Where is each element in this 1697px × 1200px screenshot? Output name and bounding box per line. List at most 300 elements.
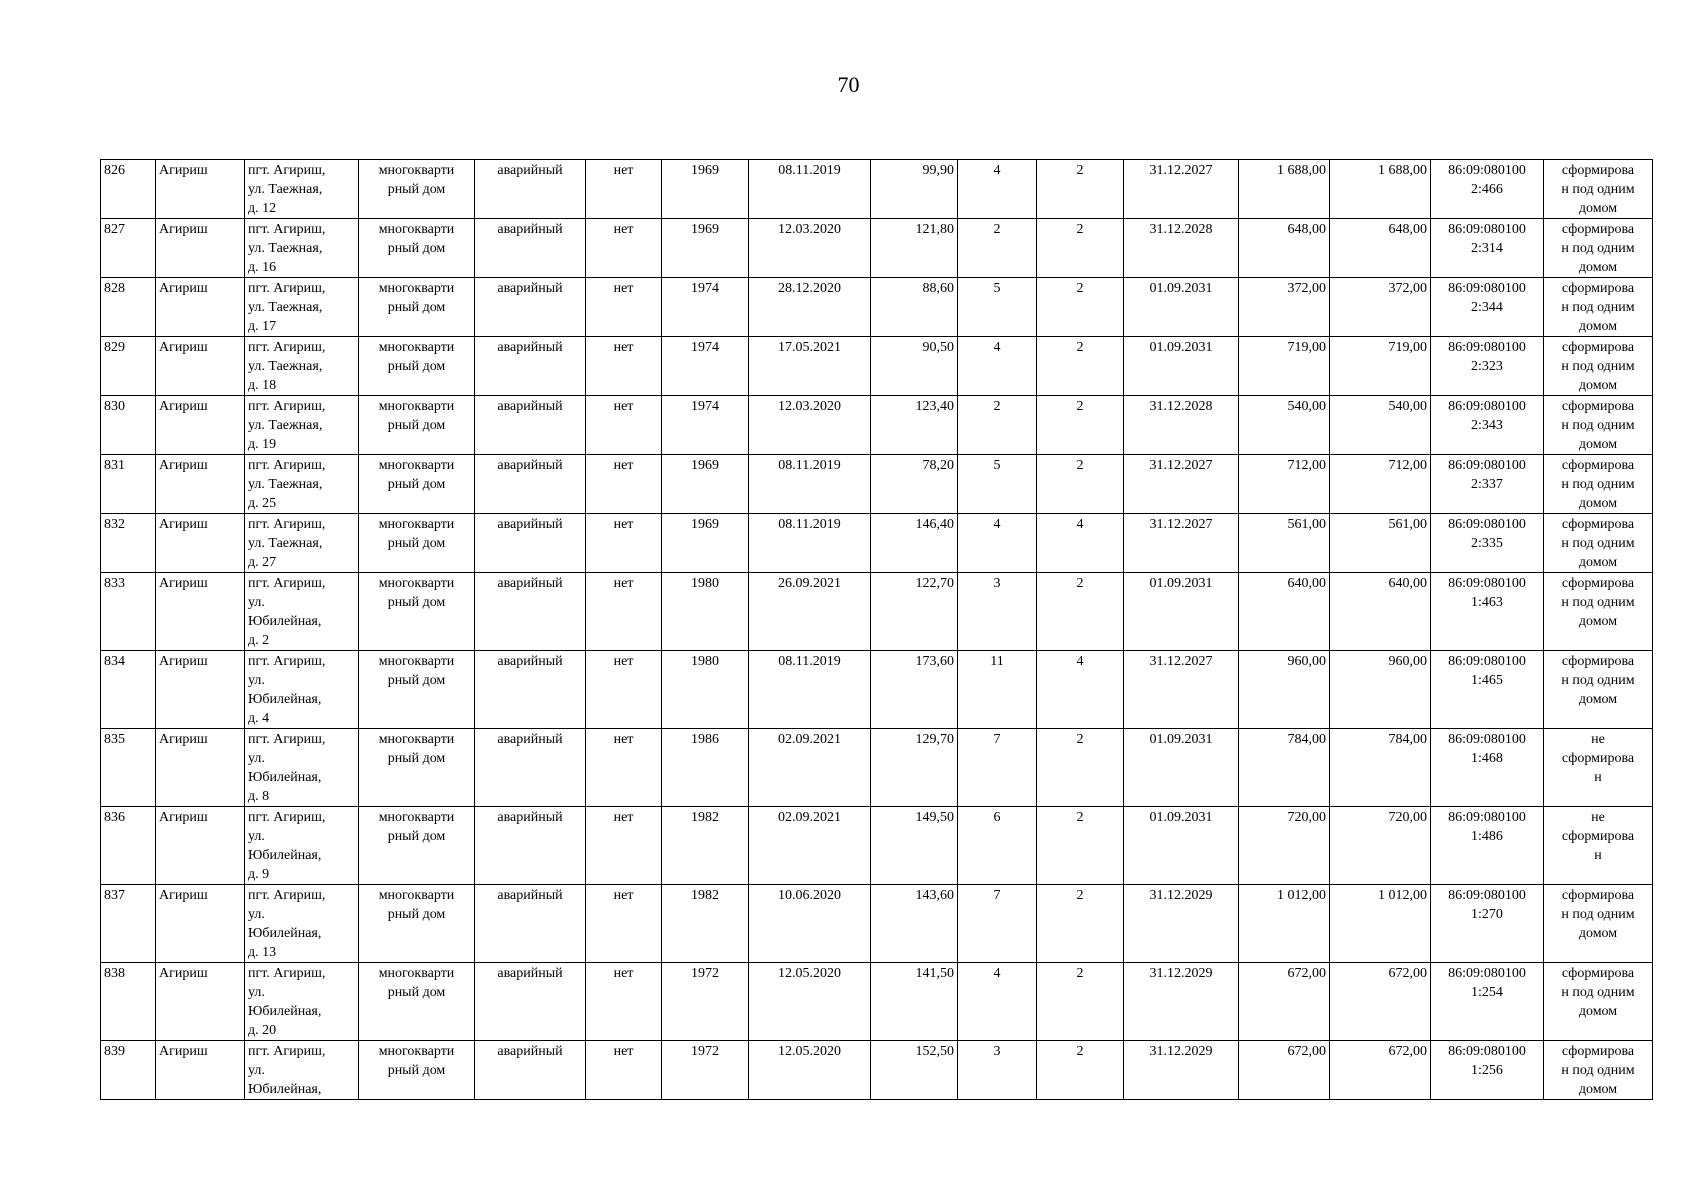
land-area-cell: 719,00	[1239, 337, 1330, 396]
building-type-line: многокварти	[378, 888, 455, 903]
land-plot-status-line: домом	[1578, 555, 1618, 570]
condition-status-cell: аварийный	[475, 160, 586, 219]
residents-cell: 5	[958, 455, 1037, 514]
land-plot-status-line: н под одним	[1561, 182, 1635, 197]
settlement-cell: Агириш	[156, 651, 245, 729]
area-cell: 90,50	[871, 337, 958, 396]
building-type-cell	[359, 278, 475, 337]
address-line: д. 27	[248, 555, 277, 570]
building-type-line: рный дом	[387, 985, 446, 1000]
floors-cell: 4	[1037, 651, 1124, 729]
address-line: д. 20	[248, 1023, 277, 1038]
address-line: пгт. Агириш,	[248, 1044, 326, 1059]
year-built-cell: 1986	[662, 729, 749, 807]
land-plot-status-line: сформирова	[1561, 829, 1635, 844]
cadastral-number-cell	[1431, 807, 1544, 885]
cadastral-number-line: 86:09:080100	[1448, 458, 1526, 473]
settlement-cell: Агириш	[156, 729, 245, 807]
year-built-cell: 1982	[662, 885, 749, 963]
cadastral-number-cell	[1431, 885, 1544, 963]
cadastral-number-cell	[1431, 514, 1544, 573]
land-plot-status-line: домом	[1578, 496, 1618, 511]
building-type-cell	[359, 885, 475, 963]
table-row	[101, 455, 1653, 514]
address-cell	[245, 455, 359, 514]
land-plot-status-line: сформирова	[1561, 966, 1635, 981]
residents-cell: 4	[958, 337, 1037, 396]
recognition-date-cell: 28.12.2020	[749, 278, 871, 337]
table-row	[101, 1041, 1653, 1100]
address-line: пгт. Агириш,	[248, 222, 326, 237]
area-cell: 123,40	[871, 396, 958, 455]
building-type-cell	[359, 219, 475, 278]
address-line: ул. Таежная,	[248, 418, 323, 433]
address-line: Юбилейная,	[248, 692, 322, 707]
settlement-cell: Агириш	[156, 337, 245, 396]
building-type-cell	[359, 963, 475, 1041]
land-area-cell: 372,00	[1239, 278, 1330, 337]
cadastral-number-cell	[1431, 219, 1544, 278]
land-plot-status-line: домом	[1578, 926, 1618, 941]
cadastral-number-line: 1:465	[1471, 673, 1503, 688]
land-plot-status-line: сформирова	[1561, 222, 1635, 237]
registry-body	[101, 160, 1653, 1100]
land-area-total-cell: 720,00	[1330, 807, 1431, 885]
residents-cell: 5	[958, 278, 1037, 337]
resettlement-deadline-cell: 01.09.2031	[1124, 278, 1239, 337]
land-area-total-cell: 672,00	[1330, 1041, 1431, 1100]
resettlement-deadline-cell: 01.09.2031	[1124, 337, 1239, 396]
row-number-cell: 835	[101, 729, 156, 807]
address-cell	[245, 963, 359, 1041]
land-plot-status-line: домом	[1578, 1004, 1618, 1019]
address-line: пгт. Агириш,	[248, 966, 326, 981]
settlement-cell: Агириш	[156, 160, 245, 219]
land-area-total-cell: 672,00	[1330, 963, 1431, 1041]
resettlement-deadline-cell: 31.12.2027	[1124, 160, 1239, 219]
area-cell: 88,60	[871, 278, 958, 337]
floors-cell: 2	[1037, 337, 1124, 396]
table-row	[101, 337, 1653, 396]
address-line: ул.	[248, 751, 265, 766]
land-plot-status-line: сформирова	[1561, 654, 1635, 669]
land-plot-status-line: сформирова	[1561, 751, 1635, 766]
year-built-cell: 1969	[662, 514, 749, 573]
land-area-cell: 720,00	[1239, 807, 1330, 885]
recognition-date-cell: 17.05.2021	[749, 337, 871, 396]
area-cell: 149,50	[871, 807, 958, 885]
building-type-cell	[359, 337, 475, 396]
cadastral-number-line: 2:323	[1471, 359, 1503, 374]
flag-cell: нет	[586, 885, 662, 963]
recognition-date-cell: 12.03.2020	[749, 396, 871, 455]
address-line: Юбилейная,	[248, 614, 322, 629]
building-type-cell	[359, 455, 475, 514]
land-plot-status-line: н под одним	[1561, 418, 1635, 433]
building-type-line: многокварти	[378, 966, 455, 981]
residents-cell: 3	[958, 1041, 1037, 1100]
recognition-date-cell: 26.09.2021	[749, 573, 871, 651]
residents-cell: 3	[958, 573, 1037, 651]
cadastral-number-line: 86:09:080100	[1448, 340, 1526, 355]
resettlement-deadline-cell: 31.12.2027	[1124, 651, 1239, 729]
year-built-cell: 1972	[662, 1041, 749, 1100]
residents-cell: 7	[958, 885, 1037, 963]
land-area-total-cell: 640,00	[1330, 573, 1431, 651]
recognition-date-cell: 12.03.2020	[749, 219, 871, 278]
area-cell: 129,70	[871, 729, 958, 807]
row-number-cell: 826	[101, 160, 156, 219]
flag-cell: нет	[586, 651, 662, 729]
land-plot-status-cell	[1544, 573, 1653, 651]
cadastral-number-line: 2:344	[1471, 300, 1503, 315]
address-line: ул.	[248, 595, 265, 610]
row-number-cell: 828	[101, 278, 156, 337]
table-row	[101, 729, 1653, 807]
land-plot-status-line: н под одним	[1561, 1063, 1635, 1078]
address-line: д. 2	[248, 633, 270, 648]
cadastral-number-cell	[1431, 160, 1544, 219]
land-plot-status-line: н под одним	[1561, 595, 1635, 610]
floors-cell: 2	[1037, 455, 1124, 514]
address-line: пгт. Агириш,	[248, 458, 326, 473]
land-area-cell: 1 688,00	[1239, 160, 1330, 219]
building-type-cell	[359, 514, 475, 573]
table-row	[101, 885, 1653, 963]
condition-status-cell: аварийный	[475, 337, 586, 396]
row-number-cell: 839	[101, 1041, 156, 1100]
area-cell: 141,50	[871, 963, 958, 1041]
area-cell: 173,60	[871, 651, 958, 729]
address-cell	[245, 514, 359, 573]
address-line: д. 25	[248, 496, 277, 511]
building-type-line: рный дом	[387, 1063, 446, 1078]
address-line: д. 19	[248, 437, 277, 452]
row-number-cell: 832	[101, 514, 156, 573]
building-type-line: многокварти	[378, 732, 455, 747]
building-type-line: многокварти	[378, 517, 455, 532]
settlement-cell: Агириш	[156, 514, 245, 573]
row-number-cell: 837	[101, 885, 156, 963]
resettlement-deadline-cell: 01.09.2031	[1124, 729, 1239, 807]
building-type-line: рный дом	[387, 300, 446, 315]
building-type-line: рный дом	[387, 182, 446, 197]
condition-status-cell: аварийный	[475, 651, 586, 729]
settlement-cell: Агириш	[156, 455, 245, 514]
flag-cell: нет	[586, 807, 662, 885]
row-number-cell: 838	[101, 963, 156, 1041]
residents-cell: 6	[958, 807, 1037, 885]
land-plot-status-line: н под одним	[1561, 477, 1635, 492]
land-area-cell: 561,00	[1239, 514, 1330, 573]
page-number: 70	[837, 72, 860, 97]
building-type-line: рный дом	[387, 829, 446, 844]
building-type-line: многокварти	[378, 163, 455, 178]
address-line: д. 13	[248, 945, 277, 960]
land-plot-status-cell	[1544, 337, 1653, 396]
floors-cell: 2	[1037, 396, 1124, 455]
condition-status-cell: аварийный	[475, 885, 586, 963]
land-plot-status-line: сформирова	[1561, 458, 1635, 473]
condition-status-cell: аварийный	[475, 729, 586, 807]
cadastral-number-cell	[1431, 729, 1544, 807]
land-plot-status-line: н под одним	[1561, 300, 1635, 315]
cadastral-number-line: 1:254	[1471, 985, 1503, 1000]
year-built-cell: 1969	[662, 219, 749, 278]
condition-status-cell: аварийный	[475, 963, 586, 1041]
land-area-total-cell: 540,00	[1330, 396, 1431, 455]
address-line: д. 16	[248, 260, 277, 275]
residents-cell: 4	[958, 963, 1037, 1041]
flag-cell: нет	[586, 278, 662, 337]
address-line: д. 17	[248, 319, 277, 334]
row-number-cell: 836	[101, 807, 156, 885]
condition-status-cell: аварийный	[475, 573, 586, 651]
address-cell	[245, 160, 359, 219]
building-type-line: рный дом	[387, 907, 446, 922]
building-type-line: многокварти	[378, 340, 455, 355]
recognition-date-cell: 08.11.2019	[749, 651, 871, 729]
address-line: ул. Таежная,	[248, 477, 323, 492]
land-plot-status-cell	[1544, 278, 1653, 337]
area-cell: 152,50	[871, 1041, 958, 1100]
condition-status-cell: аварийный	[475, 278, 586, 337]
year-built-cell: 1980	[662, 651, 749, 729]
table-row	[101, 573, 1653, 651]
land-plot-status-line: сформирова	[1561, 281, 1635, 296]
building-type-line: рный дом	[387, 751, 446, 766]
row-number-cell: 831	[101, 455, 156, 514]
land-plot-status-line: н	[1594, 770, 1602, 785]
cadastral-number-line: 2:337	[1471, 477, 1503, 492]
land-plot-status-line: домом	[1578, 260, 1618, 275]
address-cell	[245, 219, 359, 278]
building-type-line: рный дом	[387, 536, 446, 551]
cadastral-number-line: 86:09:080100	[1448, 163, 1526, 178]
table-row	[101, 651, 1653, 729]
cadastral-number-cell	[1431, 278, 1544, 337]
flag-cell: нет	[586, 455, 662, 514]
land-area-total-cell: 960,00	[1330, 651, 1431, 729]
address-line: ул.	[248, 907, 265, 922]
row-number-cell: 830	[101, 396, 156, 455]
table-row	[101, 807, 1653, 885]
address-line: ул. Таежная,	[248, 182, 323, 197]
residents-cell: 2	[958, 219, 1037, 278]
address-cell	[245, 729, 359, 807]
land-plot-status-line: домом	[1578, 692, 1618, 707]
building-type-line: рный дом	[387, 595, 446, 610]
address-cell	[245, 278, 359, 337]
address-line: ул. Таежная,	[248, 241, 323, 256]
flag-cell: нет	[586, 160, 662, 219]
building-type-line: многокварти	[378, 458, 455, 473]
settlement-cell: Агириш	[156, 396, 245, 455]
land-plot-status-cell	[1544, 729, 1653, 807]
year-built-cell: 1982	[662, 807, 749, 885]
address-cell	[245, 1041, 359, 1100]
land-plot-status-cell	[1544, 963, 1653, 1041]
building-type-line: многокварти	[378, 222, 455, 237]
address-line: д. 9	[248, 867, 270, 882]
cadastral-number-line: 86:09:080100	[1448, 1044, 1526, 1059]
cadastral-number-line: 1:256	[1471, 1063, 1503, 1078]
area-cell: 78,20	[871, 455, 958, 514]
cadastral-number-cell	[1431, 337, 1544, 396]
settlement-cell: Агириш	[156, 219, 245, 278]
land-area-cell: 648,00	[1239, 219, 1330, 278]
land-plot-status-line: домом	[1578, 201, 1618, 216]
address-line: пгт. Агириш,	[248, 281, 326, 296]
resettlement-deadline-cell: 01.09.2031	[1124, 573, 1239, 651]
year-built-cell: 1974	[662, 337, 749, 396]
address-line: Юбилейная,	[248, 926, 322, 941]
cadastral-number-line: 86:09:080100	[1448, 576, 1526, 591]
land-plot-status-line: сформирова	[1561, 888, 1635, 903]
resettlement-deadline-cell: 31.12.2029	[1124, 963, 1239, 1041]
cadastral-number-cell	[1431, 651, 1544, 729]
floors-cell: 2	[1037, 963, 1124, 1041]
land-area-cell: 960,00	[1239, 651, 1330, 729]
land-area-cell: 672,00	[1239, 1041, 1330, 1100]
building-type-line: многокварти	[378, 654, 455, 669]
address-line: пгт. Агириш,	[248, 576, 326, 591]
address-line: пгт. Агириш,	[248, 810, 326, 825]
row-number-cell: 827	[101, 219, 156, 278]
land-plot-status-line: не	[1591, 732, 1605, 747]
building-type-line: рный дом	[387, 359, 446, 374]
recognition-date-cell: 10.06.2020	[749, 885, 871, 963]
land-area-cell: 784,00	[1239, 729, 1330, 807]
table-row	[101, 160, 1653, 219]
land-plot-status-line: сформирова	[1561, 1044, 1635, 1059]
land-plot-status-line: домом	[1578, 614, 1618, 629]
floors-cell: 2	[1037, 219, 1124, 278]
land-plot-status-line: н под одним	[1561, 241, 1635, 256]
land-plot-status-line: н под одним	[1561, 673, 1635, 688]
resettlement-deadline-cell: 31.12.2028	[1124, 219, 1239, 278]
resettlement-deadline-cell: 01.09.2031	[1124, 807, 1239, 885]
floors-cell: 2	[1037, 160, 1124, 219]
cadastral-number-line: 1:463	[1471, 595, 1503, 610]
land-area-total-cell: 1 688,00	[1330, 160, 1431, 219]
flag-cell: нет	[586, 337, 662, 396]
address-cell	[245, 651, 359, 729]
building-type-line: многокварти	[378, 399, 455, 414]
land-plot-status-line: сформирова	[1561, 340, 1635, 355]
flag-cell: нет	[586, 1041, 662, 1100]
address-line: ул. Таежная,	[248, 536, 323, 551]
flag-cell: нет	[586, 514, 662, 573]
residents-cell: 7	[958, 729, 1037, 807]
building-type-line: рный дом	[387, 673, 446, 688]
flag-cell: нет	[586, 219, 662, 278]
land-plot-status-cell	[1544, 651, 1653, 729]
cadastral-number-line: 1:468	[1471, 751, 1503, 766]
address-line: ул. Таежная,	[248, 300, 323, 315]
building-type-line: многокварти	[378, 1044, 455, 1059]
floors-cell: 2	[1037, 1041, 1124, 1100]
year-built-cell: 1974	[662, 278, 749, 337]
year-built-cell: 1969	[662, 455, 749, 514]
land-plot-status-cell	[1544, 807, 1653, 885]
building-type-line: рный дом	[387, 418, 446, 433]
building-type-line: многокварти	[378, 810, 455, 825]
land-plot-status-line: н под одним	[1561, 985, 1635, 1000]
area-cell: 121,80	[871, 219, 958, 278]
recognition-date-cell: 02.09.2021	[749, 729, 871, 807]
address-cell	[245, 885, 359, 963]
address-line: д. 4	[248, 711, 270, 726]
row-number-cell: 834	[101, 651, 156, 729]
land-area-cell: 640,00	[1239, 573, 1330, 651]
address-cell	[245, 573, 359, 651]
recognition-date-cell: 08.11.2019	[749, 160, 871, 219]
cadastral-number-line: 86:09:080100	[1448, 399, 1526, 414]
land-plot-status-line: домом	[1578, 378, 1618, 393]
condition-status-cell: аварийный	[475, 396, 586, 455]
floors-cell: 2	[1037, 729, 1124, 807]
cadastral-number-line: 86:09:080100	[1448, 966, 1526, 981]
recognition-date-cell: 12.05.2020	[749, 963, 871, 1041]
cadastral-number-line: 1:486	[1471, 829, 1503, 844]
year-built-cell: 1974	[662, 396, 749, 455]
cadastral-number-cell	[1431, 396, 1544, 455]
cadastral-number-line: 2:343	[1471, 418, 1503, 433]
cadastral-number-cell	[1431, 455, 1544, 514]
table-row	[101, 219, 1653, 278]
cadastral-number-line: 2:335	[1471, 536, 1503, 551]
settlement-cell: Агириш	[156, 885, 245, 963]
settlement-cell: Агириш	[156, 573, 245, 651]
cadastral-number-line: 86:09:080100	[1448, 281, 1526, 296]
land-plot-status-cell	[1544, 1041, 1653, 1100]
recognition-date-cell: 02.09.2021	[749, 807, 871, 885]
land-plot-status-line: домом	[1578, 319, 1618, 334]
land-area-total-cell: 784,00	[1330, 729, 1431, 807]
land-plot-status-cell	[1544, 160, 1653, 219]
condition-status-cell: аварийный	[475, 219, 586, 278]
address-line: пгт. Агириш,	[248, 340, 326, 355]
area-cell: 146,40	[871, 514, 958, 573]
row-number-cell: 833	[101, 573, 156, 651]
cadastral-number-cell	[1431, 1041, 1544, 1100]
recognition-date-cell: 08.11.2019	[749, 514, 871, 573]
address-line: Юбилейная,	[248, 1004, 322, 1019]
cadastral-number-line: 86:09:080100	[1448, 654, 1526, 669]
address-line: пгт. Агириш,	[248, 399, 326, 414]
table-row	[101, 963, 1653, 1041]
building-type-cell	[359, 807, 475, 885]
land-plot-status-line: н под одним	[1561, 536, 1635, 551]
land-plot-status-line: н	[1594, 848, 1602, 863]
land-plot-status-cell	[1544, 885, 1653, 963]
building-type-line: многокварти	[378, 281, 455, 296]
building-type-cell	[359, 651, 475, 729]
area-cell: 122,70	[871, 573, 958, 651]
cadastral-number-line: 2:466	[1471, 182, 1503, 197]
residents-cell: 4	[958, 514, 1037, 573]
area-cell: 143,60	[871, 885, 958, 963]
resettlement-deadline-cell: 31.12.2029	[1124, 885, 1239, 963]
building-type-cell	[359, 396, 475, 455]
cadastral-number-line: 86:09:080100	[1448, 888, 1526, 903]
land-area-total-cell: 372,00	[1330, 278, 1431, 337]
land-area-cell: 712,00	[1239, 455, 1330, 514]
floors-cell: 2	[1037, 885, 1124, 963]
address-line: ул.	[248, 829, 265, 844]
cadastral-number-cell	[1431, 963, 1544, 1041]
